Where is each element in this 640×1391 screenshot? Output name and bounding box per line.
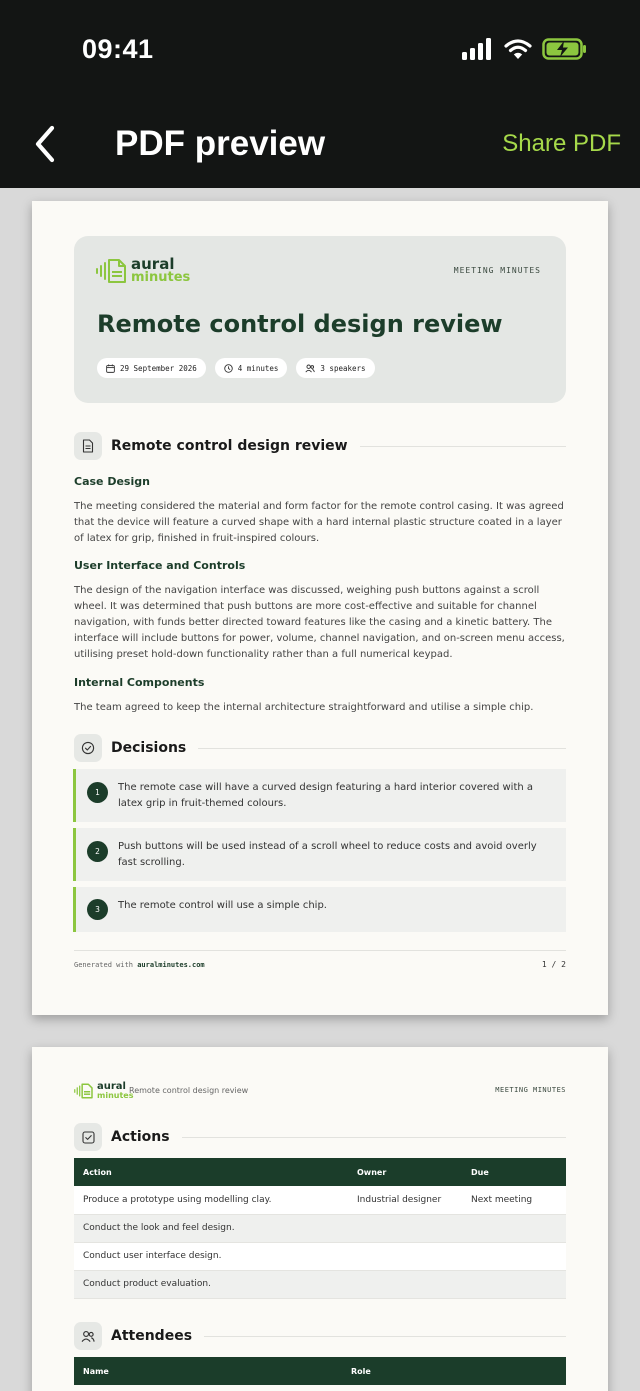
action-cell: Conduct the look and feel design. bbox=[74, 1214, 348, 1242]
hero-card bbox=[74, 236, 566, 403]
meta-chips bbox=[97, 358, 375, 378]
brand-name-line1: aural bbox=[97, 1081, 126, 1092]
status-time: 09:41 bbox=[82, 34, 154, 64]
back-chevron-icon[interactable] bbox=[30, 122, 60, 166]
paragraph-internal-components: The team agreed to keep the internal architecture straightforward and utilise a simple chip. bbox=[74, 702, 534, 713]
column-header: Owner bbox=[348, 1158, 462, 1186]
column-header: Name bbox=[74, 1357, 342, 1385]
due-cell bbox=[462, 1242, 566, 1270]
decisions-heading: Decisions bbox=[111, 740, 187, 756]
waveform-document-icon bbox=[96, 258, 128, 284]
column-header: Role bbox=[342, 1357, 566, 1385]
action-cell: Conduct user interface design. bbox=[74, 1242, 348, 1270]
due-cell bbox=[462, 1270, 566, 1298]
due-cell: Next meeting bbox=[462, 1186, 566, 1214]
share-pdf-button[interactable]: Share PDF bbox=[502, 130, 621, 157]
screen-title: PDF preview bbox=[115, 124, 326, 163]
speakers-chip: 3 speakers bbox=[296, 358, 374, 378]
waveform-document-icon bbox=[74, 1083, 94, 1099]
date-chip: 29 September 2026 bbox=[97, 358, 206, 378]
people-icon bbox=[74, 1322, 102, 1350]
document-icon bbox=[74, 432, 102, 460]
calendar-icon bbox=[106, 364, 115, 373]
table-header-row bbox=[74, 1357, 566, 1385]
column-header: Due bbox=[462, 1158, 566, 1186]
brand-name-line2: minutes bbox=[97, 1091, 134, 1100]
doc-type-label: MEETING MINUTES bbox=[495, 1086, 566, 1094]
action-cell: Conduct product evaluation. bbox=[74, 1270, 348, 1298]
decision-text: Push buttons will be used instead of a scroll wheel to reduce costs and avoid overly fast scrolling. bbox=[118, 841, 537, 868]
due-cell bbox=[462, 1214, 566, 1242]
owner-cell bbox=[348, 1270, 462, 1298]
divider bbox=[204, 1336, 566, 1337]
subheading-case-design: Case Design bbox=[74, 475, 150, 488]
duration-chip: 4 minutes bbox=[215, 358, 288, 378]
brand-name-line2: minutes bbox=[131, 270, 191, 285]
status-icons bbox=[462, 38, 588, 60]
subheading-user-interface: User Interface and Controls bbox=[74, 559, 246, 572]
footer-generated: Generated with auralminutes.com bbox=[74, 961, 205, 969]
divider bbox=[182, 1137, 566, 1138]
summary-heading: Remote control design review bbox=[111, 438, 348, 454]
check-circle-icon bbox=[74, 734, 102, 762]
checkbox-icon bbox=[74, 1123, 102, 1151]
paragraph-user-interface: The design of the navigation interface was discussed, weighing push buttons against a scroll wheel. It was determined that push buttons are more cost-effective and suitable for channel navigation, with funds better directed toward features like the casing and a kinetic battery. The interface will include buttons for power, volume, channel navigation, and on-screen menu access, utilising preset hold-down functionality rather than a full numerical keypad. bbox=[74, 585, 565, 660]
clock-icon bbox=[224, 364, 233, 373]
decision-number: 3 bbox=[87, 899, 108, 920]
signal-icon bbox=[462, 38, 494, 60]
table-row bbox=[74, 1214, 566, 1242]
pdf-page-2 bbox=[32, 1047, 608, 1391]
owner-cell: Industrial designer bbox=[348, 1186, 462, 1214]
table-header-row bbox=[74, 1158, 566, 1186]
decision-text: The remote case will have a curved design featuring a hard interior covered with a latex grip in fruit-themed colours. bbox=[118, 782, 534, 809]
running-header-title: Remote control design review bbox=[129, 1086, 249, 1095]
subheading-internal-components: Internal Components bbox=[74, 676, 205, 689]
action-cell: Produce a prototype using modelling clay. bbox=[74, 1186, 348, 1214]
brand-logo-small bbox=[74, 1082, 133, 1100]
attendees-section-header bbox=[74, 1322, 566, 1350]
footer-divider bbox=[74, 950, 566, 951]
app-header bbox=[0, 0, 640, 188]
decision-number: 2 bbox=[87, 841, 108, 862]
pdf-page-1 bbox=[32, 201, 608, 1015]
footer-site: auralminutes.com bbox=[137, 961, 205, 969]
divider bbox=[360, 446, 566, 447]
decision-item bbox=[73, 887, 566, 932]
owner-cell bbox=[348, 1242, 462, 1270]
actions-section-header bbox=[74, 1123, 566, 1151]
doc-type-label: MEETING MINUTES bbox=[453, 266, 541, 275]
brand-logo bbox=[96, 257, 190, 284]
owner-cell bbox=[348, 1214, 462, 1242]
summary-section-header bbox=[74, 432, 566, 460]
brand-name-line1: aural bbox=[131, 255, 175, 273]
decision-item bbox=[73, 828, 566, 881]
meeting-title: Remote control design review bbox=[97, 310, 503, 338]
table-row bbox=[74, 1242, 566, 1270]
column-header: Action bbox=[74, 1158, 348, 1186]
attendees-heading: Attendees bbox=[111, 1328, 193, 1344]
actions-table bbox=[74, 1158, 566, 1299]
divider bbox=[198, 748, 566, 749]
wifi-icon bbox=[504, 38, 532, 60]
decision-number: 1 bbox=[87, 782, 108, 803]
paragraph-case-design: The meeting considered the material and form factor for the remote control casing. It was agreed that the device will feature a curved shape with a hard internal plastic structure coated in a layer of latex for grip, finished in fruit-inspired colours. bbox=[74, 501, 564, 544]
table-row bbox=[74, 1186, 566, 1214]
decision-item bbox=[73, 769, 566, 822]
actions-heading: Actions bbox=[111, 1129, 170, 1145]
battery-charging-icon bbox=[542, 38, 588, 60]
table-row bbox=[74, 1270, 566, 1298]
people-icon bbox=[305, 364, 315, 373]
decision-text: The remote control will use a simple chip. bbox=[118, 900, 327, 911]
attendees-table bbox=[74, 1357, 566, 1385]
decisions-section-header bbox=[74, 734, 566, 762]
page-number: 1 / 2 bbox=[541, 960, 566, 969]
